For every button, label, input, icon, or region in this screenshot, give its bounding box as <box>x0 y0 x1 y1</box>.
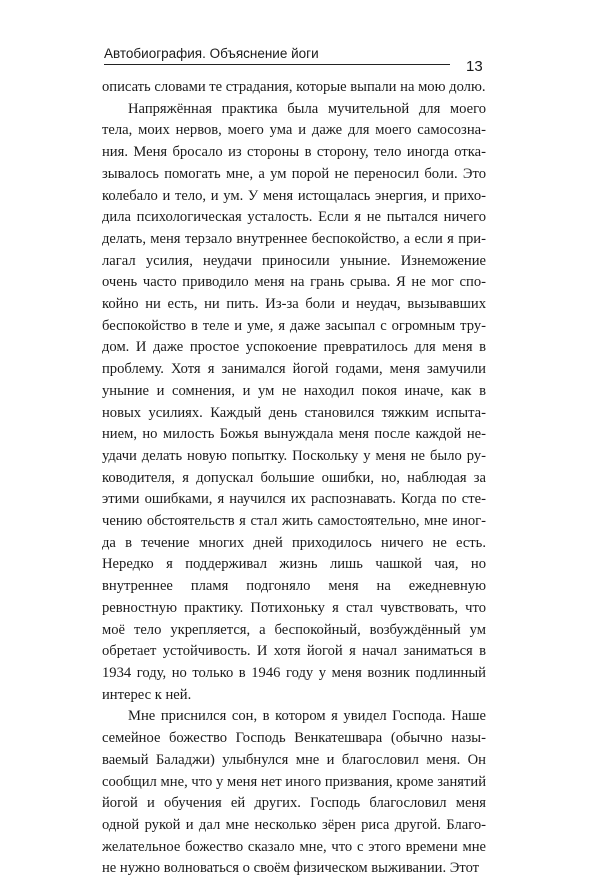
body-text <box>102 77 486 880</box>
paragraph-dream: Мне приснился сон, в котором я увидел Господа. Наше семейное божество Господь Венкатешвара (обычно называемый Баладжи) улыбнулся мне и благословил меня. Он сообщил мне, что у меня нет иного призвания, кроме занятий йогой и обучения ей других. Господь благословил меня одной рукой и дал мне несколько зёрен риса другой. Благожелательное божество сказало мне, что с этого времени мне не нужно волноваться о своём физическом выживании. Этот <box>102 708 486 877</box>
paragraph-practice: Напряжённая практика была мучительной для моего тела, моих нервов, моего ума и даже для моего самосознания. Меня бросало из стороны в сторону, тело иногда отказывалось помогать мне, а ум порой не переносил боли. Это колебало и тело, и ум. У меня истощалась энергия, и приходила психологическая усталость. Если я не пытался ничего делать, меня терзало внутреннее беспокойство, а если я прилагал усилия, неудачи приносили уныние. Изнеможение очень часто приводило меня на грань срыва. Я не мог спокойно ни есть, ни пить. Из-за боли и неудач, вызывавших беспокойство в теле и уме, я даже засыпал с огромным трудом. И даже простое успокоение превратилось для меня в проблему. Хотя я занимался йогой годами, меня замучили уныние и сомнения, и ум не находил покоя иначе, как в новых усилиях. Каждый день становился тяжким испытанием, но милость Божья вынуждала меня после каждой неудачи делать новую попытку. Поскольку у меня не было руководителя, я допускал большие ошибки, но, наблюдая за этими ошибками, я научился их распознавать. Когда по стечению обстоятельств я стал жить самостоятельно, мне иногда в течение многих дней приходилось ничего не есть. Нередко я поддерживал жизнь лишь чашкой чая, но внутреннее пламя подгоняло меня на ежедневную ревностную практику. Потихоньку я стал чувствовать, что моё тело укрепляется, а беспокойный, возбуждённый ум обретает устойчивость. И хотя йогой я начал заниматься в 1934 году, но только в 1946 году у меня возник подлинный интерес к ней. <box>102 100 486 703</box>
page-number: 13 <box>466 58 483 75</box>
running-header: Автобиография. Объяснение йоги <box>104 44 450 65</box>
paragraph-continuation: описать словами те страдания, которые выпали на мою долю. <box>102 79 486 95</box>
